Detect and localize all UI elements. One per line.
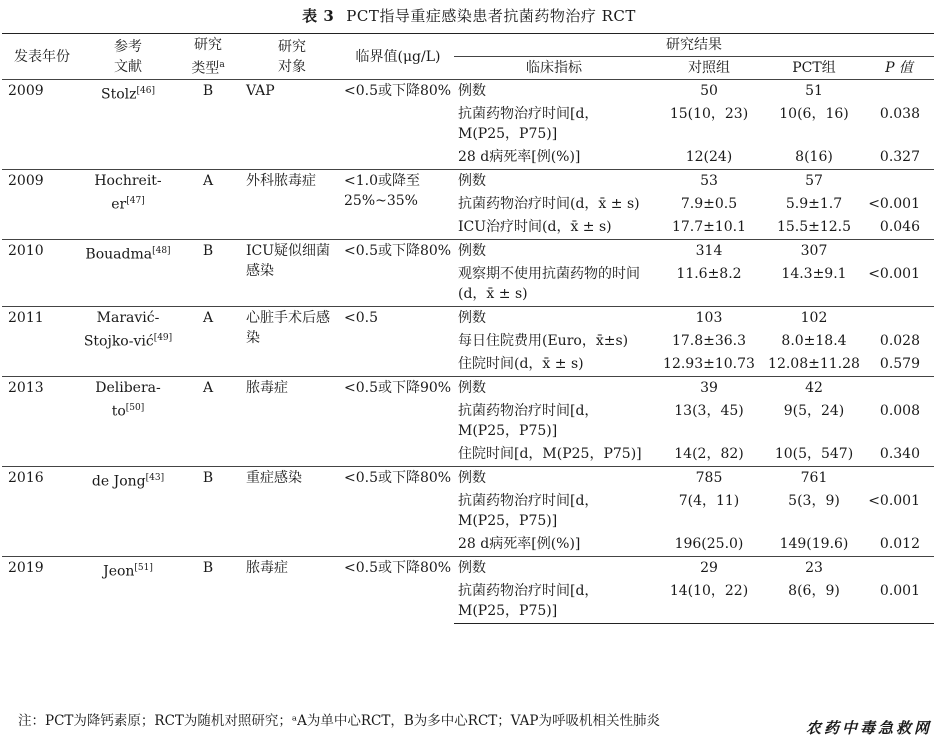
cell-object: 脓毒症 <box>242 557 342 624</box>
ref-author: Delibera-to <box>95 380 161 420</box>
cell-indicator: 抗菌药物治疗时间[d，M(P25，P75)] <box>458 106 599 142</box>
cell-pct: 102 <box>764 307 864 331</box>
cell-pct: 8(6，9) <box>764 580 864 624</box>
cell-threshold: <0.5或下降80% <box>344 83 452 99</box>
cell-pct: 5.9±1.7 <box>785 196 843 212</box>
cell-pct: 14.3±9.1 <box>781 266 847 282</box>
cell-p: <0.001 <box>868 493 920 509</box>
cell-type: B <box>174 240 242 307</box>
watermark: 农药中毒急救网 <box>805 719 932 737</box>
cell-p: <0.001 <box>868 266 920 282</box>
cell-object: 心脏手术后感染 <box>242 307 342 377</box>
cell-pct: 57 <box>764 170 864 194</box>
cell-indicator: 观察期不使用抗菌药物的时间(d，x̄ ± s) <box>458 266 640 302</box>
cell-indicator: 例数 <box>458 83 486 99</box>
table-row <box>2 170 934 194</box>
table-label: 表 3 <box>302 7 335 25</box>
cell-control: 17.7±10.1 <box>671 219 747 235</box>
ref-author: de Jong <box>91 473 146 490</box>
cell-p <box>864 307 934 331</box>
header-object: 研究 对象 <box>242 34 342 80</box>
cell-control: 53 <box>654 170 764 194</box>
cell-ref <box>82 240 174 307</box>
cell-pct: 42 <box>764 377 864 401</box>
cell-pct: 12.08±11.28 <box>768 356 860 372</box>
table-row <box>2 307 934 331</box>
cell-pct: 149(19.6) <box>779 536 849 552</box>
table-row <box>2 240 934 264</box>
ref-author: Stolz <box>101 86 137 103</box>
cell-control: 14(2，82) <box>674 446 744 462</box>
ref-number: [49] <box>153 333 173 343</box>
cell-indicator: 住院时间[d，M(P25，P75)] <box>458 446 642 462</box>
cell-pct: 8(16) <box>795 149 833 165</box>
header-type: 研究 类型$^a$ <box>174 34 242 80</box>
cell-control: 11.6±8.2 <box>676 266 742 282</box>
cell-p <box>864 467 934 491</box>
cell-indicator: 例数 <box>454 467 654 491</box>
cell-type: B <box>174 467 242 557</box>
cell-year: 2013 <box>2 377 82 467</box>
header-control: 对照组 <box>654 57 764 80</box>
cell-threshold: <0.5或下降80% <box>342 557 454 624</box>
cell-year: 2011 <box>2 307 82 377</box>
cell-control: 7.9±0.5 <box>680 196 738 212</box>
cell-p <box>864 377 934 401</box>
header-year: 发表年份 <box>2 34 82 80</box>
cell-type: B <box>174 557 242 624</box>
cell-p: 0.327 <box>879 149 920 165</box>
cell-indicator: 28 d病死率[例(%)] <box>458 149 581 165</box>
cell-object: 脓毒症 <box>242 377 342 467</box>
cell-year: 2010 <box>2 240 82 307</box>
cell-pct: 51 <box>805 83 823 99</box>
ref-author: Hochreit-er <box>94 173 162 213</box>
header-p: P 值 <box>864 57 934 80</box>
cell-indicator: 抗菌药物治疗时间[d，M(P25，P75)] <box>458 403 599 439</box>
cell-threshold: <1.0或降至25%~35% <box>342 170 454 240</box>
cell-type: A <box>174 170 242 240</box>
cell-indicator: 例数 <box>454 557 654 581</box>
cell-pct: 8.0±18.4 <box>781 333 847 349</box>
cell-p <box>864 80 934 104</box>
cell-pct: 10(5，547) <box>774 446 854 462</box>
cell-indicator: 例数 <box>454 307 654 331</box>
cell-p: 0.012 <box>879 536 920 552</box>
cell-p: 0.038 <box>879 106 920 122</box>
cell-object: 重症感染 <box>242 467 342 557</box>
cell-threshold: <0.5或下降80% <box>342 467 454 557</box>
cell-p <box>864 240 934 264</box>
cell-year: 2009 <box>8 83 44 99</box>
cell-p: 0.001 <box>864 580 934 624</box>
header-indicator: 临床指标 <box>454 57 654 80</box>
cell-pct: 5(3，9) <box>788 493 840 509</box>
cell-ref <box>82 467 174 557</box>
cell-indicator: 抗菌药物治疗时间[d，M(P25，P75)] <box>454 580 654 624</box>
cell-ref <box>82 307 174 377</box>
cell-ref <box>82 557 174 624</box>
cell-year: 2019 <box>2 557 82 624</box>
cell-p <box>864 557 934 581</box>
cell-control: 785 <box>654 467 764 491</box>
cell-p: <0.001 <box>868 196 920 212</box>
cell-threshold: <0.5或下降80% <box>342 240 454 307</box>
cell-p: 0.008 <box>879 403 920 419</box>
ref-number: [48] <box>152 246 171 256</box>
cell-control: 29 <box>654 557 764 581</box>
cell-control: 17.8±36.3 <box>671 333 747 349</box>
cell-control: 12(24) <box>685 149 733 165</box>
cell-pct: 10(6，16) <box>779 106 849 122</box>
cell-type: B <box>202 83 214 99</box>
ref-author: Maravić-Stojko-vić <box>83 310 160 350</box>
header-pct: PCT组 <box>764 57 864 80</box>
cell-pct: 9(5，24) <box>783 403 845 419</box>
cell-control: 12.93±10.73 <box>663 356 755 372</box>
cell-control: 103 <box>654 307 764 331</box>
cell-control: 14(10，22) <box>654 580 764 624</box>
cell-pct: 761 <box>764 467 864 491</box>
cell-control: 50 <box>700 83 718 99</box>
cell-ref <box>82 80 174 170</box>
ref-number: [43] <box>145 473 165 483</box>
table-row <box>2 377 934 401</box>
ref-number: [46] <box>136 86 155 96</box>
cell-pct: 23 <box>764 557 864 581</box>
cell-ref <box>82 377 174 467</box>
cell-control: 7(4，11) <box>678 493 740 509</box>
cell-p: 0.028 <box>879 333 920 349</box>
cell-pct: 15.5±12.5 <box>776 219 852 235</box>
cell-indicator: 住院时间(d，x̄ ± s) <box>458 356 584 372</box>
cell-control: 314 <box>654 240 764 264</box>
cell-object: 外科脓毒症 <box>242 170 342 240</box>
table-row <box>2 557 934 581</box>
ref-author: Jeon <box>103 563 135 580</box>
table-row <box>2 80 934 104</box>
cell-p: 0.579 <box>879 356 920 372</box>
ref-author: Bouadma <box>85 246 153 263</box>
table-row <box>2 467 934 491</box>
cell-year: 2009 <box>2 170 82 240</box>
cell-type: A <box>174 307 242 377</box>
cell-indicator: ICU治疗时间(d，x̄ ± s) <box>458 219 612 235</box>
cell-p: 0.046 <box>879 219 920 235</box>
cell-control: 13(3，45) <box>674 403 744 419</box>
cell-indicator: 抗菌药物治疗时间[d，M(P25，P75)] <box>458 493 599 529</box>
table-title <box>0 5 938 26</box>
header-ref: 参考 文献 <box>82 34 174 80</box>
header-threshold: 临界值(μg/L) <box>342 34 454 80</box>
cell-type: A <box>174 377 242 467</box>
ref-number: [47] <box>126 196 145 206</box>
cell-control: 39 <box>654 377 764 401</box>
cell-indicator: 每日住院费用(Euro，x̄±s) <box>458 333 629 349</box>
cell-indicator: 例数 <box>454 377 654 401</box>
cell-indicator: 抗菌药物治疗时间(d，x̄ ± s) <box>458 196 640 212</box>
table-note: 注：PCT为降钙素原；RCT为随机对照研究；ᵃA为单中心RCT，B为多中心RCT；VAP为呼吸机相关性肺炎 <box>18 713 660 729</box>
cell-pct: 307 <box>764 240 864 264</box>
cell-object: VAP <box>246 83 275 99</box>
cell-year: 2016 <box>2 467 82 557</box>
cell-indicator: 例数 <box>454 170 654 194</box>
cell-indicator: 例数 <box>454 240 654 264</box>
cell-indicator: 28 d病死率[例(%)] <box>458 536 581 552</box>
cell-p <box>864 170 934 194</box>
cell-control: 15(10，23) <box>669 106 749 122</box>
cell-threshold: <0.5或下降90% <box>342 377 454 467</box>
header-results: 研究结果 <box>454 34 934 57</box>
cell-object: ICU疑似细菌感染 <box>242 240 342 307</box>
ref-number: [50] <box>125 403 145 413</box>
results-table <box>2 33 934 624</box>
ref-number: [51] <box>134 563 153 573</box>
cell-p: 0.340 <box>879 446 920 462</box>
cell-control: 196(25.0) <box>674 536 744 552</box>
cell-ref <box>82 170 174 240</box>
cell-threshold: <0.5 <box>342 307 454 377</box>
table-caption: PCT指导重症感染患者抗菌药物治疗 RCT <box>346 7 636 25</box>
